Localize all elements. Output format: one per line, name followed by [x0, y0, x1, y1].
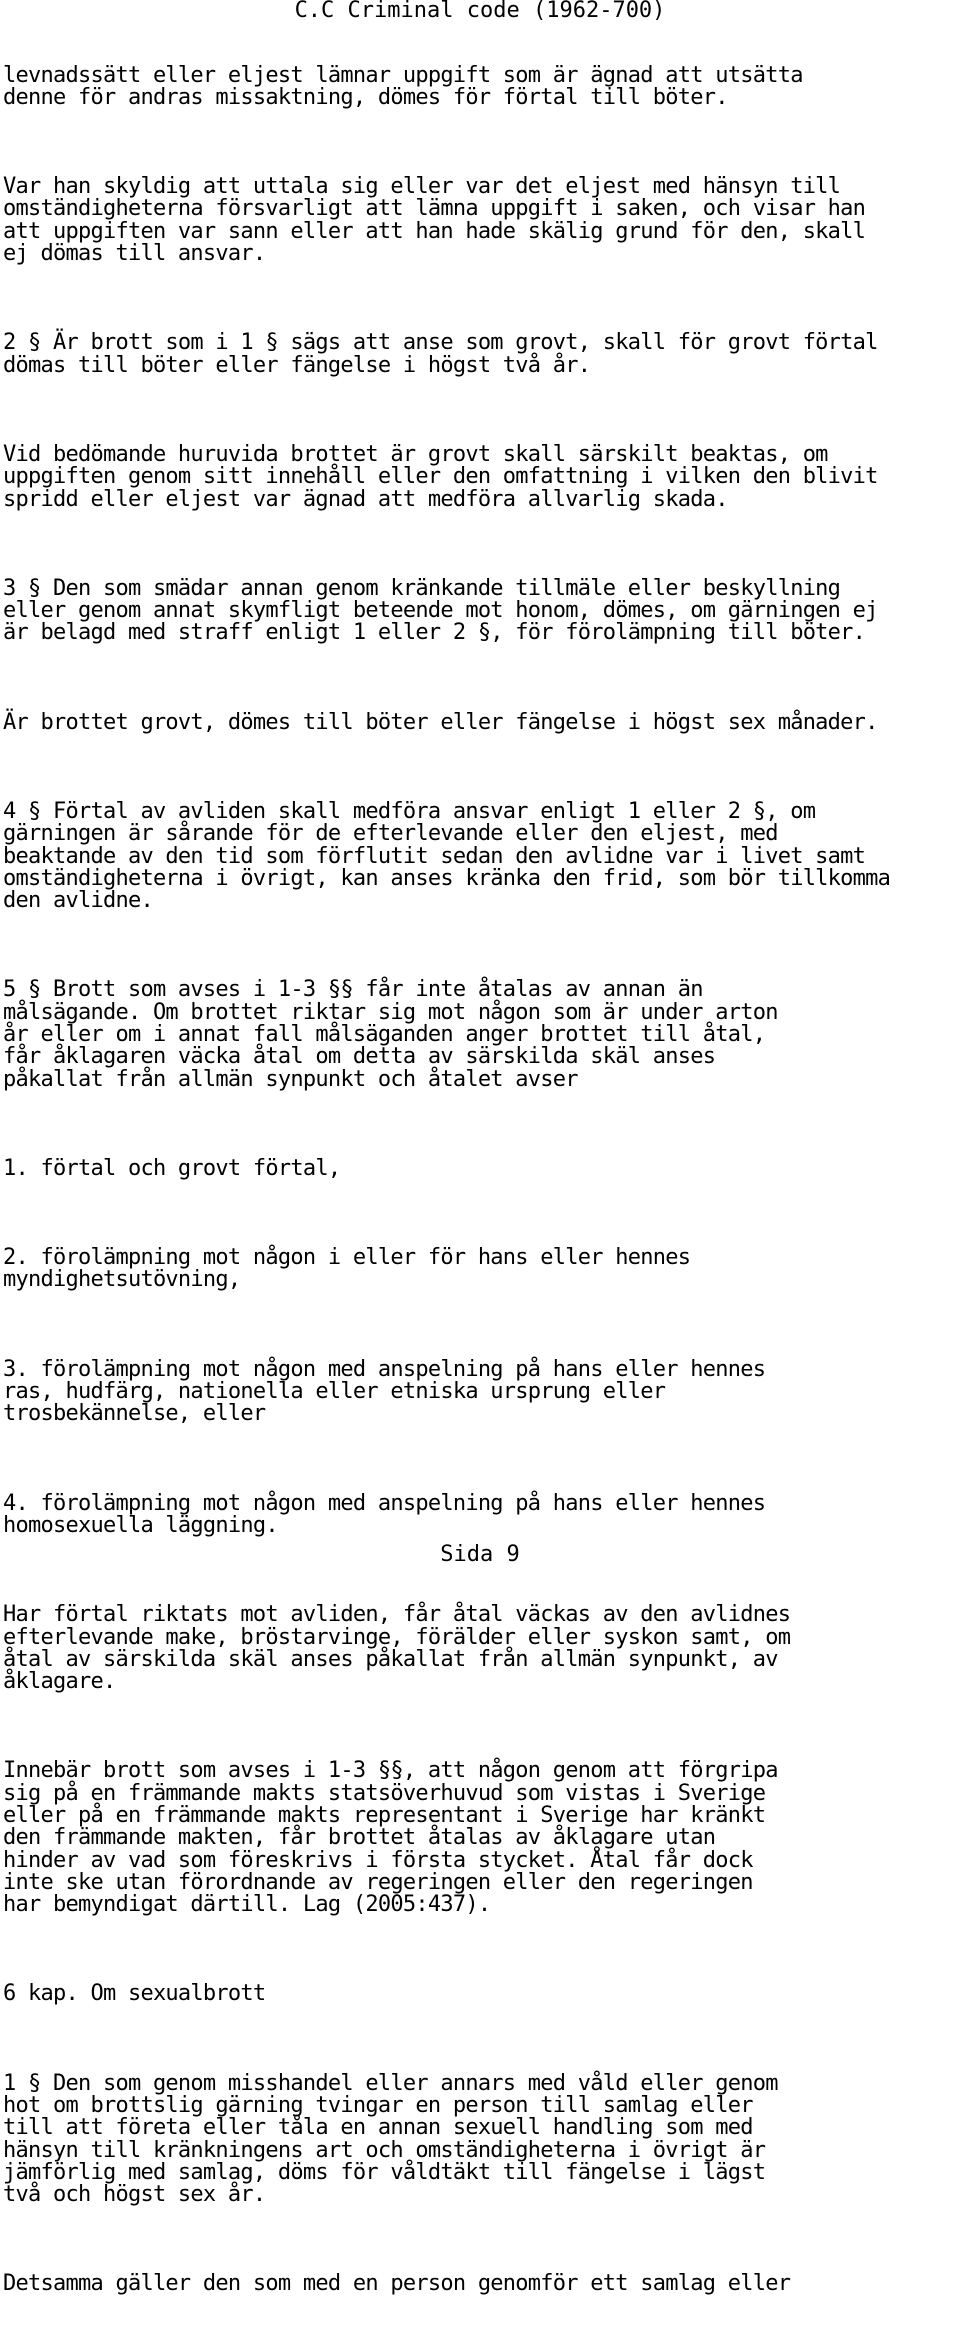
paragraph: 4 § Förtal av avliden skall medföra ansvar enligt 1 eller 2 §, om gärningen är sårande för de efterlevande eller den eljest, med beaktande av den tid som förflutit sedan den avlidne var i livet samt omständigheterna i övrigt, kan anses kränka den frid, som bör tillkomma den avlidne.: [3, 798, 891, 914]
list-item: 3. förolämpning mot någon med anspelning på hans eller hennes ras, hudfärg, nationella eller etniska ursprung eller trosbekännelse, eller: [3, 1356, 766, 1427]
document-body: [3, 20, 958, 2340]
paragraph: Är brottet grovt, dömes till böter eller fängelse i högst sex månader.: [3, 709, 878, 735]
paragraph: 2 § Är brott som i 1 § sägs att anse som grovt, skall för grovt förtal dömas till böter eller fängelse i högst två år.: [3, 330, 878, 378]
page-header: [0, 0, 960, 22]
page-number: Sida 9: [440, 1542, 520, 1567]
page-footer: [0, 1544, 960, 1566]
paragraph: levnadssätt eller eljest lämnar uppgift som är ägnad att utsätta denne för andras missaktning, dömes för förtal till böter.: [3, 62, 803, 110]
paragraph: 1 § Den som genom misshandel eller annars med våld eller genom hot om brottslig gärning tvingar en person till samlag eller till att företa eller tåla en annan sexuell handling som med hänsyn till kränkningens art och omständigheterna i övrigt är jämförlig med samlag, döms för våldtäkt till fängelse i lägst två och högst sex år.: [3, 2070, 778, 2208]
paragraph: 5 § Brott som avses i 1-3 §§ får inte åtalas av annan än målsägande. Om brottet riktar sig mot någon som är under arton år eller om i annat fall målsäganden anger brottet till åtal, får åklagaren väcka åtal om detta av särskilda skäl anses påkallat från allmän synpunkt och åtalet avser: [3, 977, 778, 1092]
paragraph: Var han skyldig att uttala sig eller var det eljest med hänsyn till omständigheterna försvarligt att lämna uppgift i saken, och visar han att uppgiften var sann eller att han hade skälig grund för den, skall ej dömas till ansvar.: [3, 174, 866, 267]
paragraph: 3 § Den som smädar annan genom kränkande tillmäle eller beskyllning eller genom annat skymfligt beteende mot honom, dömes, om gärningen ej är belagd med straff enligt 1 eller 2 §, för förolämpning till böter.: [3, 575, 878, 646]
paragraph: Innebär brott som avses i 1-3 §§, att någon genom att förgripa sig på en främmande makts statsöverhuvud som vistas i Sverige eller på en främmande makts representant i Sverige har kränkt den främmande makten, får brottet åtalas av åklagare utan hinder av vad som föreskrivs i första stycket. Åtal får dock inte ske utan förordnande av regeringen eller den regeringen har bemyndigat därtill. Lag (2005:437).: [3, 1758, 778, 1918]
paragraph: Vid bedömande huruvida brottet är grovt skall särskilt beaktas, om uppgiften genom sitt innehåll eller den omfattning i vilken den blivit spridd eller eljest var ägnad att medföra allvarlig skada.: [3, 441, 878, 512]
list-item: 2. förolämpning mot någon i eller för hans eller hennes myndighetsutövning,: [3, 1245, 691, 1293]
document-title: C.C Criminal code (1962-700): [294, 0, 666, 23]
list-item: 1. förtal och grovt förtal,: [3, 1155, 341, 1181]
paragraph: Har förtal riktats mot avliden, får åtal väckas av den avlidnes efterlevande make, bröstarvinge, förälder eller syskon samt, om åtal av särskilda skäl anses påkallat från allmän synpunkt, av åklagare.: [3, 1602, 791, 1695]
chapter-heading: 6 kap. Om sexualbrott: [3, 1981, 266, 2007]
paragraph: Detsamma gäller den som med en person genomför ett samlag eller: [3, 2271, 791, 2297]
list-item: 4. förolämpning mot någon med anspelning på hans eller hennes homosexuella läggning.: [3, 1490, 766, 1538]
